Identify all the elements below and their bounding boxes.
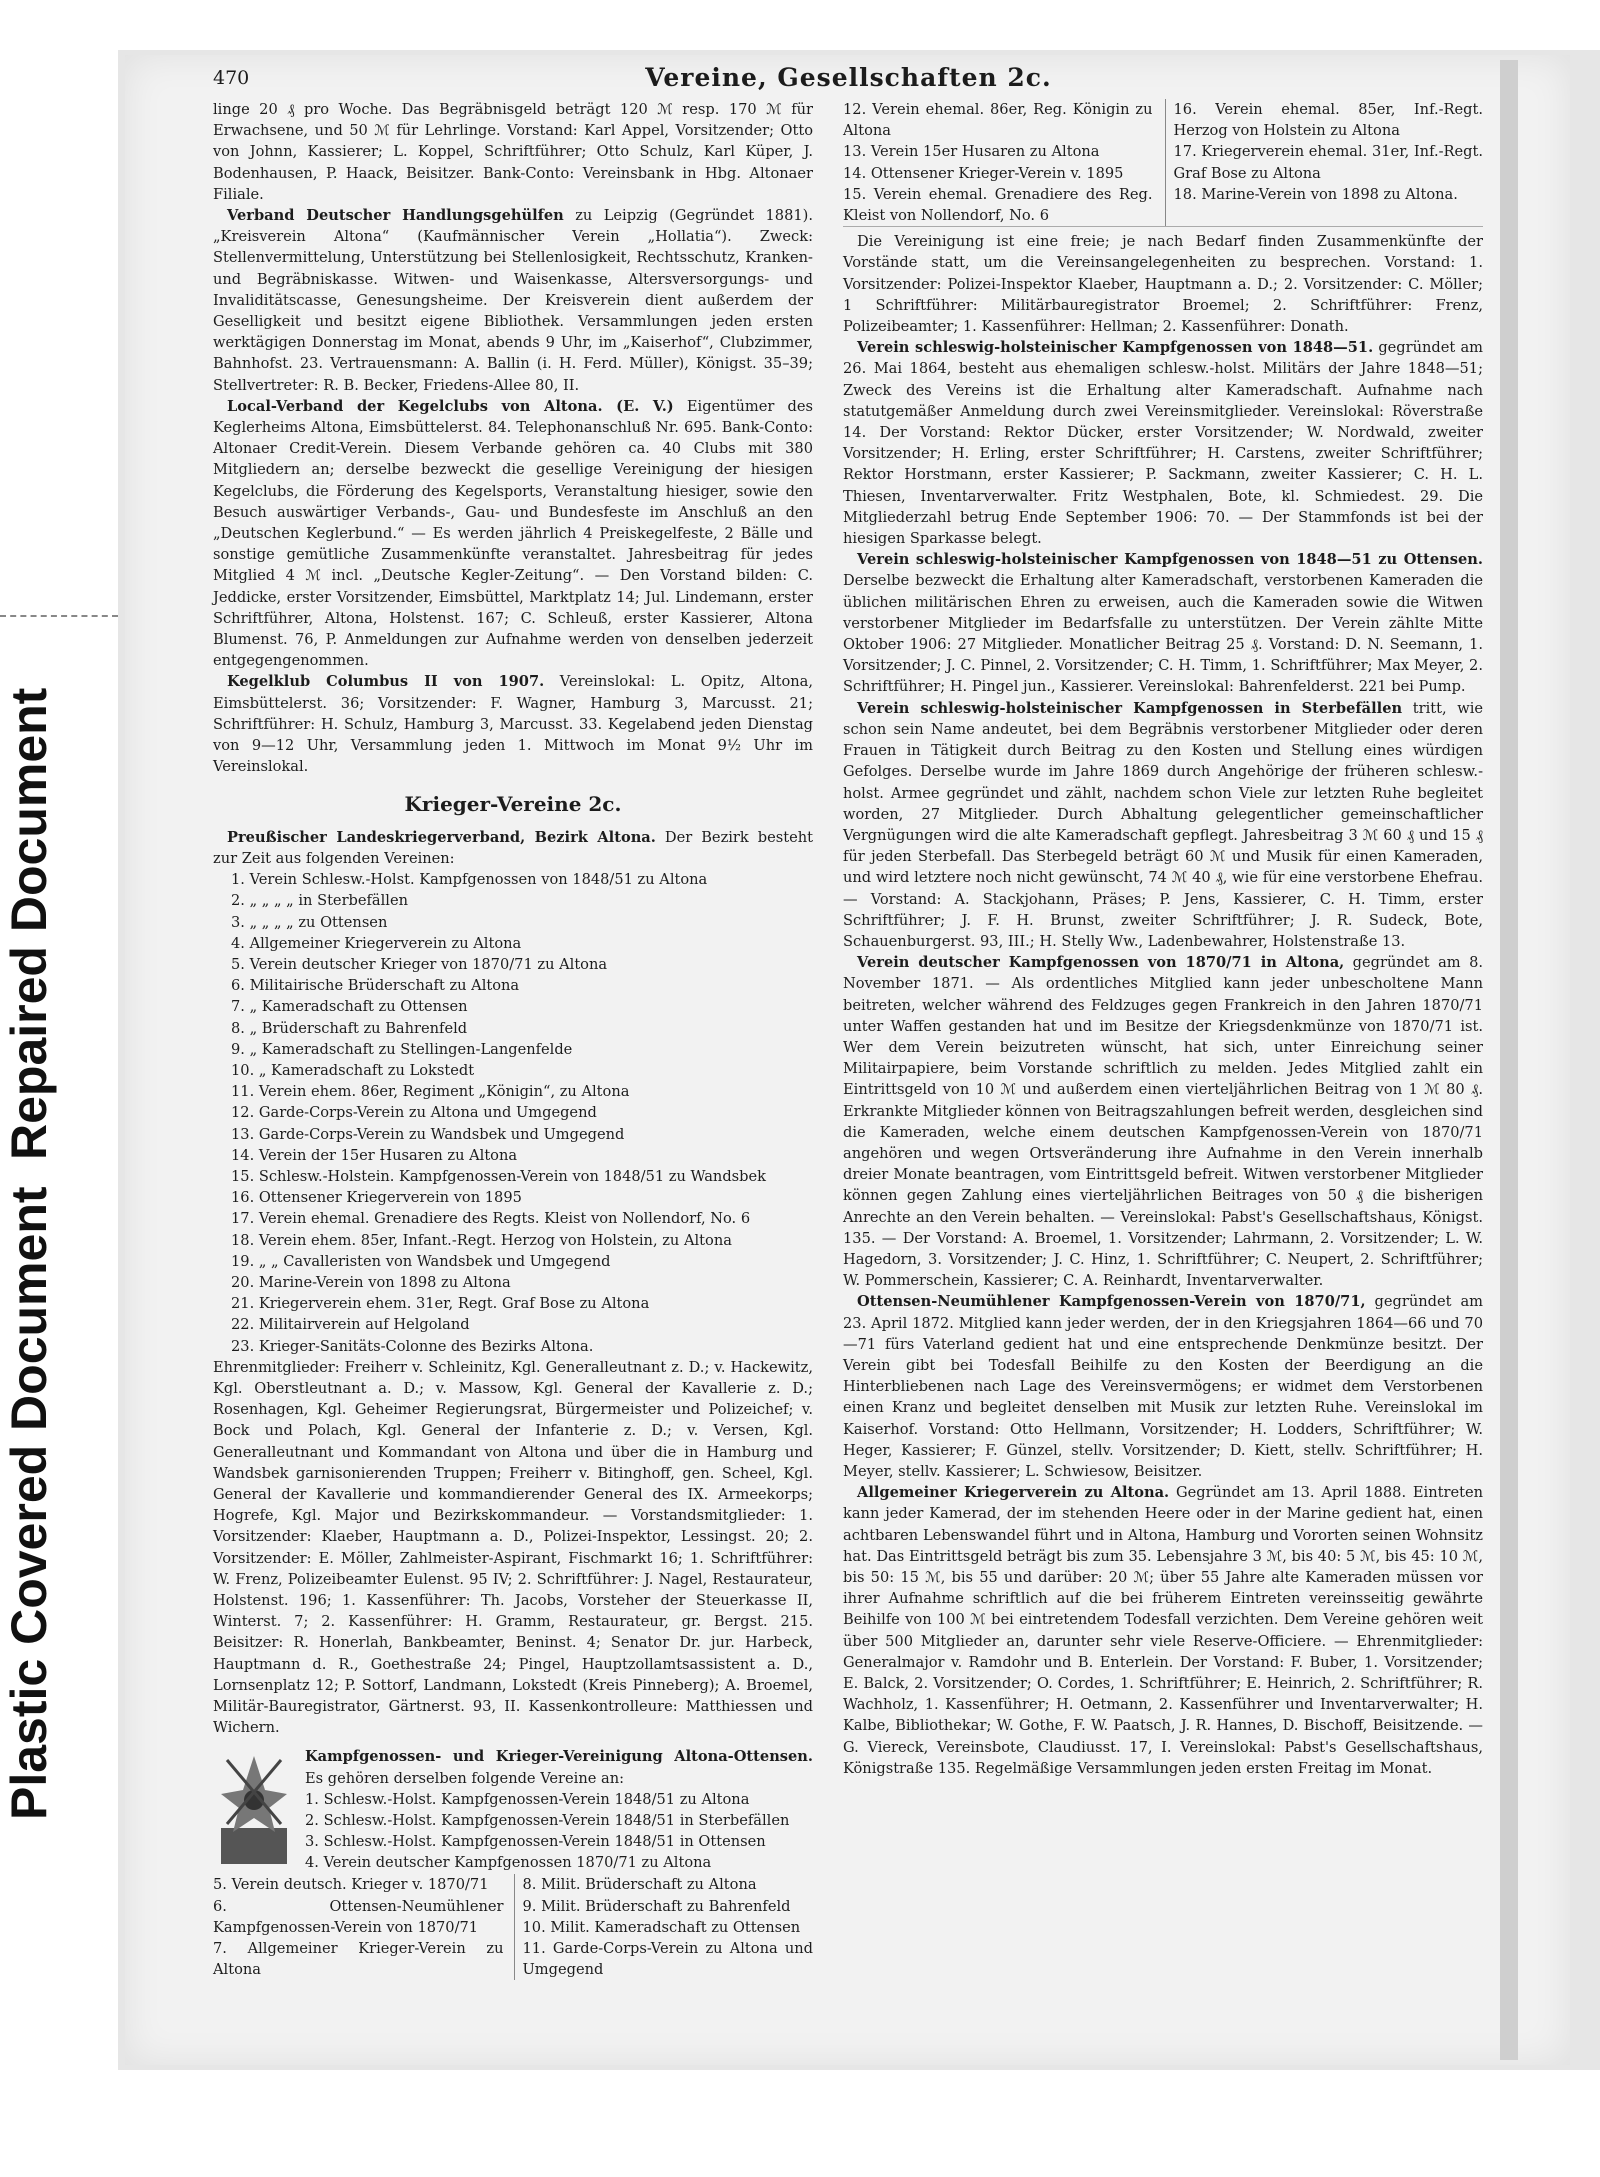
- list-item: 1. Schlesw.-Holst. Kampfgenossen-Verein 1848/51 zu Altona: [305, 1790, 750, 1808]
- entry-title: Verein schleswig-holsteinischer Kampfgenossen von 1848—51.: [857, 339, 1374, 357]
- list-item: 5. Verein deutsch. Krieger v. 1870/71: [213, 1876, 489, 1894]
- list-item: 2. „ „ „ „ in Sterbefällen: [231, 892, 408, 910]
- list-item: 1. Verein Schlesw.-Holst. Kampfgenossen von 1848/51 zu Altona: [231, 871, 708, 889]
- emblem-icon: [213, 1750, 295, 1870]
- list-column: [1165, 99, 1484, 226]
- list-item: 16. Verein ehemal. 85er, Inf.-Regt. Herzog von Holstein zu Altona: [1173, 101, 1483, 140]
- list-column: [514, 1874, 814, 1980]
- list-item: 10. Milit. Kameradschaft zu Ottensen: [522, 1918, 801, 1936]
- entry-text: zu Leipzig (Gegründet 1881). „Kreisverein Altona“ (Kaufmännischer Verein „Hollatia“). Zweck: Stellenvermittelung, Unterstützung bei Stellenlosigkeit, Rechtsschutz, Kranken- und Begräbniskasse. Witwen- und Waisenkasse, Altersversorgungs- und Invaliditätscasse, Genesungsheime. Der Kreisverein dient außerdem der Geselligkeit und besitzt eigene Bibliothek. Versammlungen jeden ersten werktägigen Donnerstag im Monat, abends 9 Uhr, im „Kaiserhof“, Clubzimmer, Bahnhofst. 23. Vertrauensmann: A. Ballin (i. H. Ferd. Müller), Königst. 35–39; Stellvertreter: R. B. Becker, Friedens-Allee 80, II.: [213, 207, 813, 394]
- list-item: 5. Verein deutscher Krieger von 1870/71 zu Altona: [231, 955, 608, 973]
- list-item: 13. Verein 15er Husaren zu Altona: [843, 143, 1100, 161]
- page-edge: [1500, 60, 1518, 2060]
- member-list-columns: [213, 1874, 813, 1980]
- entry-title: Verband Deutscher Handlungsgehülfen: [227, 207, 564, 225]
- entry-text: Eigentümer des Keglerheims Altona, Eimsbüttelerst. 84. Telephonanschluß Nr. 695. Bank-Conto: Altonaer Credit-Verein. Diesem Verbande gehören ca. 40 Clubs mit 380 Mitgliedern an; derselbe bezweckt die gesellige Vereinigung der hiesigen Kegelclubs, die Förderung des Kegelsports, Veranstaltung hiesiger, sowie den Besuch auswärtiger Verbands-, Gau- und Bundesfeste im Anschluß an den „Deutschen Keglerbund.“ — Es werden jährlich 4 Preiskegelfeste, 2 Bälle und sonstige gemütliche Zusammenkünfte veranstaltet. Jahresbeitrag für jedes Mitglied 4 ℳ incl. „Deutsche Kegler-Zeitung“. — Den Vorstand bilden: C. Jeddicke, erster Vorsitzender, Eimsbüttel, Marktplatz 14; Jul. Lindemann, erster Schriftführer, Altona, Holstenst. 167; C. Schleuß, erster Kassierer, Altona Blumenst. 76, P. Anmeldungen zur Aufnahme werden von denselben jederzeit entgegengenommen.: [213, 397, 813, 670]
- list-item: 9. „ Kameradschaft zu Stellingen-Langenfelde: [231, 1040, 573, 1058]
- list-item: 4. Verein deutscher Kampfgenossen 1870/71 zu Altona: [305, 1854, 712, 1872]
- watermark-repaired: Repaired Document: [1, 687, 57, 1160]
- fold-mark: [0, 615, 118, 617]
- entry-title: Allgemeiner Kriegerverein zu Altona.: [857, 1484, 1170, 1502]
- paragraph: [213, 396, 813, 672]
- list-item: 17. Kriegerverein ehemal. 31er, Inf.-Regt. Graf Bose zu Altona: [1173, 143, 1483, 182]
- page-header: [213, 63, 1484, 103]
- list-item: 10. „ Kameradschaft zu Lokstedt: [231, 1061, 475, 1079]
- entry-text: tritt, wie schon sein Name andeutet, bei dem Begräbnis verstorbener Mitglieder oder deren Frauen in Tätigkeit durch Beitrag zu den Kosten und Stellung eines würdigen Gefolges. Derselbe wurde im Jahre 1869 durch Angehörige der früheren schlesw.-holst. Armee gegründet und zählt, nachdem schon Viele zur letzten Ruhe begleitet worden, 27 Mitglieder. Durch Abhaltung gelegentlicher gemeinschaftlicher Vergnügungen wird die alte Kameradschaft gepflegt. Jahresbeitrag 3 ℳ 60 ₰ und 15 ₰ für jeden Sterbefall. Das Sterbegeld beträgt 60 ℳ und Musik für einen Kameraden, und wird letztere noch nicht gewünscht, 74 ℳ 40 ₰, wie für eine verstorbene Ehefrau. — Vorstand: A. Stackjohann, Präses; P. Jens, Kassierer, C. H. Timm, erster Schriftführer; J. F. H. Brunst, zweiter Schriftführer; J. R. Sudeck, Bote, Schauenburgerst. 93, III.; H. Stelly Ww., Ladenbewahrer, Holstenstraße 13.: [843, 699, 1484, 950]
- list-item: 18. Marine-Verein von 1898 zu Altona.: [1173, 185, 1458, 203]
- entry-title: Kegelklub Columbus II von 1907.: [227, 673, 545, 691]
- club-list: [231, 869, 813, 1357]
- list-item: 11. Garde-Corps-Verein zu Altona und Umgegend: [522, 1940, 813, 1979]
- list-item: 6. Militairische Brüderschaft zu Altona: [231, 977, 520, 995]
- list-item: 15. Schlesw.-Holstein. Kampfgenossen-Verein von 1848/51 zu Wandsbek: [231, 1167, 766, 1185]
- entry-title: Verein schleswig-holsteinischer Kampfgenossen in Sterbefällen: [857, 699, 1403, 717]
- paragraph: [843, 549, 1483, 697]
- list-item: 20. Marine-Verein von 1898 zu Altona: [231, 1273, 511, 1291]
- entry-text: Vereinslokal: L. Opitz, Altona, Eimsbüttelerst. 36; Vorsitzender: F. Wagner, Hamburg 3, Marcusst. 21; Schriftführer: H. Schulz, Hamburg 3, Marcusst. 33. Kegelabend jeden Dienstag von 9—12 Uhr, Versammlung jeden 1. Mittwoch im Monat 9½ Uhr im Vereinslokal.: [213, 673, 813, 776]
- document-page: [125, 55, 1570, 2065]
- paragraph: Die Vereinigung ist eine freie; je nach Bedarf finden Zusammenkünfte der Vorstände statt, um die Vereinsangelegenheiten zu besprechen. Vorstand: 1. Vorsitzender: Polizei-Inspektor Klaeber, Hauptmann a. D.; 2. Vorsitzender: C. Möller; 1 Schriftführer: Militärbauregistrator Broemel; 2. Schriftführer: Frenz, Polizeibeamter; 1. Kassenführer: Hellman; 2. Kassenführer: Donath.: [843, 233, 1483, 336]
- paragraph: Ehrenmitglieder: Freiherr v. Schleinitz, Kgl. Generalleutnant z. D.; v. Hackewitz, Kgl. Oberstleutnant a. D.; v. Massow, Kgl. General der Kavallerie z. D.; Rosenhagen, Kgl. Geheimer Regierungsrat, Bürgermeister und Polizeichef; v. Bock und Polach, Kgl. General der Infanterie z. D.; v. Versen, Kgl. Generalleutnant und Kommandant von Altona und über die in Hamburg und Wandsbek garnisonierenden Truppen; Freiherr v. Bitinghoff, gen. Scheel, Kgl. General der Kavallerie und kommandierender General des IX. Armeekorps; Hogrefe, Kgl. Major und Bezirkskommandeur. — Vorstandsmitglieder: 1. Vorsitzender: Klaeber, Hauptmann a. D., Polizei-Inspektor, Lessingst. 20; 2. Vorsitzender: E. Möller, Zahlmeister-Aspirant, Fischmarkt 16; 1. Schriftführer: W. Frenz, Polizeibeamter Eulenst. 95 IV; 2. Schriftführer: J. Nagel, Restaurateur, Holstenst. 196; 1. Kassenführer: Th. Jacobs, Vorsteher der Steuerkasse II, Winterst. 7; 2. Kassenführer: H. Gramm, Restaurateur, gr. Bergst. 215. Beisitzer: R. Honerlah, Bankbeamter, Beninst. 4; Senator Dr. jur. Harbeck, Hauptmann d. R., Goethestraße 24; Pingel, Hauptzollamtsassistent a. D., Lornsenplatz 12; P. Sottorf, Landmann, Lokstedt (Kreis Pinneberg); A. Broemel, Militär-Bauregistrator, Gärtnerst. 93, II. Kassenkontrolleure: Matthiessen und Wichern.: [213, 1358, 813, 1737]
- list-item: 17. Verein ehemal. Grenadiere des Regts. Kleist von Nollendorf, No. 6: [231, 1210, 751, 1228]
- list-column: [213, 1874, 504, 1980]
- list-column: [843, 99, 1153, 226]
- page-number: 470: [213, 67, 250, 89]
- list-item: 13. Garde-Corps-Verein zu Wandsbek und Umgegend: [231, 1125, 625, 1143]
- left-column: [213, 99, 813, 1980]
- entry-title: Preußischer Landeskriegerverband, Bezirk Altona.: [227, 828, 656, 846]
- list-item: 2. Schlesw.-Holst. Kampfgenossen-Verein 1848/51 in Sterbefällen: [305, 1812, 790, 1830]
- list-item: 6. Ottensen-Neumühlener Kampfgenossen-Verein von 1870/71: [213, 1897, 504, 1936]
- list-item: 12. Verein ehemal. 86er, Reg. Königin zu Altona: [843, 101, 1153, 140]
- list-item: 8. „ Brüderschaft zu Bahrenfeld: [231, 1019, 468, 1037]
- list-item: 7. „ Kameradschaft zu Ottensen: [231, 998, 468, 1016]
- list-item: 14. Verein der 15er Husaren zu Altona: [231, 1146, 518, 1164]
- member-list-columns: [843, 99, 1483, 227]
- list-item: 4. Allgemeiner Kriegerverein zu Altona: [231, 934, 522, 952]
- entry-text: Der Bezirk besteht zur Zeit aus folgenden Vereinen:: [213, 828, 813, 867]
- list-item: 9. Milit. Brüderschaft zu Bahrenfeld: [522, 1897, 791, 1915]
- paragraph: [213, 1746, 813, 1788]
- section-heading: Krieger-Vereine 2c.: [404, 791, 622, 816]
- entry-title: Verein deutscher Kampfgenossen von 1870/71 in Altona,: [857, 954, 1345, 972]
- paragraph: [213, 205, 813, 396]
- list-item: 19. „ „ Cavalleristen von Wandsbek und Umgegend: [231, 1252, 611, 1270]
- list-item: 7. Allgemeiner Krieger-Verein zu Altona: [213, 1940, 504, 1979]
- list-item: 16. Ottensener Kriegerverein von 1895: [231, 1189, 522, 1207]
- entry-title: Ottensen-Neumühlener Kampfgenossen-Verein von 1870/71,: [857, 1293, 1366, 1311]
- list-item: 15. Verein ehemal. Grenadiere des Reg. Kleist von Nollendorf, No. 6: [843, 185, 1153, 225]
- list-item: 12. Garde-Corps-Verein zu Altona und Umgegend: [231, 1104, 597, 1122]
- list-item: 14. Ottensener Krieger-Verein v. 1895: [843, 164, 1124, 182]
- paragraph: [843, 1482, 1483, 1779]
- entry-text: Es gehören derselben folgende Vereine an:: [305, 1769, 625, 1787]
- paragraph: [213, 671, 813, 777]
- page-title: Vereine, Gesellschaften 2c.: [645, 63, 1052, 92]
- list-item: 23. Krieger-Sanitäts-Colonne des Bezirks Altona.: [231, 1337, 594, 1355]
- paragraph: [843, 337, 1483, 549]
- paragraph: linge 20 ₰ pro Woche. Das Begräbnisgeld beträgt 120 ℳ resp. 170 ℳ für Erwachsene, und 50 ℳ für Lehrlinge. Vorstand: Karl Appel, Vorsitzender; Otto von Johnn, Kassierer; L. Koppel, Schriftführer; Otto Schulz, Karl Küper, J. Bodenhausen, P. Haack, Beisitzer. Bank-Conto: Vereinsbank in Hbg. Altonaer Filiale.: [213, 101, 813, 203]
- member-list: [213, 1789, 813, 1874]
- list-item: 22. Militairverein auf Helgoland: [231, 1316, 470, 1334]
- entry-title: Local-Verband der Kegelclubs von Altona. (E. V.): [227, 397, 674, 415]
- list-item: 11. Verein ehem. 86er, Regiment „Königin“, zu Altona: [231, 1083, 630, 1101]
- entry-text: gegründet am 8. November 1871. — Als ordentliches Mitglied kann jeder unbescholtene Mann beitreten, welcher während des Feldzuges gegen Frankreich in den Jahren 1870/71 unter Waffen gestanden hat und im Besitze der Kriegsdenkmünze von 1870/71 ist. Wer dem Verein beizutreten wünscht, hat sich, unter Einreichung seiner Militairpapiere, beim Vorstande schriftlich zu melden. Jedes Mitglied zahlt ein Eintrittsgeld von 10 ℳ und außerdem einen vierteljährlichen Beitrag von 1 ℳ 80 ₰. Erkrankte Mitglieder können von Beitragszahlungen befreit werden, desgleichen sind die Kameraden, welche einem deutschen Kampfgenossen-Verein von 1870/71 angehören und wegen Ortsveränderung ihre Aufnahme in den Verein innerhalb dreier Monate beantragen, vom Eintrittsgeld befreit. Witwen verstorbener Mitglieder können gegen Zahlung eines vierteljährlichen Beitrages von 50 ₰ die bisherigen Anrechte an den Verein behalten. — Vereinslokal: Pabst's Gesellschaftshaus, Königst. 135. — Der Vorstand: A. Broemel, 1. Vorsitzender; Lahrmann, 2. Vorsitzender; L. W. Hagedorn, 3. Vorsitzender; J. C. Hinz, 1. Schriftführer; C. Neupert, 2. Schriftführer; W. Pommerschein, Kassierer; C. A. Reinhardt, Inventarverwalter.: [843, 954, 1483, 1290]
- vereinigung-block: [213, 1746, 813, 1980]
- paragraph: [213, 827, 813, 869]
- entry-text: Gegründet am 13. April 1888. Eintreten kann jeder Kamerad, der im stehenden Heere oder in der Marine gedient hat, einen achtbaren Lebenswandel führt und in Altona, Hamburg und Vororten seinen Wohnsitz hat. Das Eintrittsgeld beträgt bis zum 35. Lebensjahre 3 ℳ, bis 40: 5 ℳ, bis 45: 10 ℳ, bis 50: 15 ℳ, bis 55 und darüber: 20 ℳ; über 55 Jahre alte Kameraden müssen vor ihrer Aufnahme schriftlich auf die bei früherem Eintreten vereinsseitig gewährte Beihilfe von 100 ℳ bei eintretendem Todesfall verzichten. Dem Vereine gehören weit über 500 Mitglieder an, darunter sehr viele Reserve-Officiere. — Ehrenmitglieder: Generalmajor v. Ramdohr und B. Enterlein. Der Vorstand: F. Buber, 1. Vorsitzender; E. Balck, 2. Vorsitzender; O. Cordes, 1. Schriftführer; E. Heinrich, 2. Schriftführer; R. Wachholz, 1. Kassenführer; H. Oetmann, 2. Kassenführer und Inventarverwalter; H. Kalbe, Bibliothekar; W. Gothe, F. W. Paatsch, J. R. Hannes, D. Bischoff, Beisitzende. — G. Viereck, Vereinsbote, Claudiusst. 17, I. Vereinslokal: Pabst's Gesellschaftshaus, Königstraße 135. Regelmäßige Versammlungen jeden ersten Freitag im Monat.: [843, 1484, 1483, 1777]
- list-item: 21. Kriegerverein ehem. 31er, Regt. Graf Bose zu Altona: [231, 1295, 650, 1313]
- entry-text: gegründet am 23. April 1872. Mitglied kann jeder werden, der in den Kriegsjahren 1864—66 und 70—71 fürs Vaterland gedient hat und eine entsprechende Denkmünze besitzt. Der Verein gibt bei Todesfall Beihilfe zu den Kosten der Beerdigung an die Hinterbliebenen nach Lage des Vereinsvermögens; er widmet dem Verstorbenen einen Kranz und begleitet denselben mit Musik zur letzten Ruhe. Vereinslokal im Kaiserhof. Vorstand: Otto Hellmann, Vorsitzender; H. Lodders, Schriftführer; W. Heger, Kassierer; F. Günzel, stellv. Vorsitzender; D. Kiett, stellv. Schriftführer; H. Meyer, stellv. Kassierer; L. Schwiesow, Beisitzer.: [843, 1293, 1483, 1480]
- watermark-plastic: Plastic Covered Document: [1, 1186, 57, 1820]
- list-item: 3. Schlesw.-Holst. Kampfgenossen-Verein 1848/51 in Ottensen: [305, 1833, 766, 1851]
- right-column: [843, 99, 1483, 1779]
- entry-text: gegründet am 26. Mai 1864, besteht aus ehemaligen schlesw.-holst. Militärs der Jahre 1848—51; Zweck des Vereins ist die Erhaltung alter Kameradschaft. Aufnahme nach statutgemäßer Anmeldung durch zwei Vereinsmitglieder. Vereinslokal: Röverstraße 14. Der Vorstand: Rektor Dücker, erster Vorsitzender; W. Nordwald, zweiter Vorsitzender; H. Erling, erster Schriftführer; H. Carstens, zweiter Schriftführer; Rektor Horstmann, erster Kassierer; P. Sackmann, zweiter Kassierer; C. H. L. Thiesen, Inventarverwalter. Fritz Westphalen, Bote, kl. Schmiedest. 29. Die Mitgliederzahl betrug Ende September 1906: 70. — Der Stammfonds ist bei der hiesigen Sparkasse belegt.: [843, 339, 1483, 548]
- entry-text: Derselbe bezweckt die Erhaltung alter Kameradschaft, verstorbenen Kameraden die üblichen militärischen Ehren zu erweisen, auch die Kameraden sowie die Witwen verstorbener Mitglieder im Bedarfsfalle zu unterstützen. Der Verein zählte Mitte Oktober 1906: 27 Mitglieder. Monatlicher Beitrag 25 ₰. Vorstand: D. N. Seemann, 1. Vorsitzender; J. C. Pinnel, 2. Vorsitzender; C. H. Timm, 1. Schriftführer; Max Meyer, 2. Schriftführer; H. Pingel jun., Kassierer. Vereinslokal: Bahrenfelderst. 221 bei Pump.: [843, 572, 1483, 696]
- list-item: 3. „ „ „ „ zu Ottensen: [231, 913, 388, 931]
- entry-title: Kampfgenossen- und Krieger-Vereinigung Altona-Ottensen.: [305, 1748, 813, 1766]
- paragraph: [843, 1291, 1483, 1482]
- paragraph: [843, 952, 1483, 1291]
- paragraph: [843, 698, 1483, 952]
- list-item: 18. Verein ehem. 85er, Infant.-Regt. Herzog von Holstein, zu Altona: [231, 1231, 732, 1249]
- list-item: 8. Milit. Brüderschaft zu Altona: [522, 1876, 757, 1894]
- entry-title: Verein schleswig-holsteinischer Kampfgenossen von 1848—51 zu Ottensen.: [857, 551, 1483, 569]
